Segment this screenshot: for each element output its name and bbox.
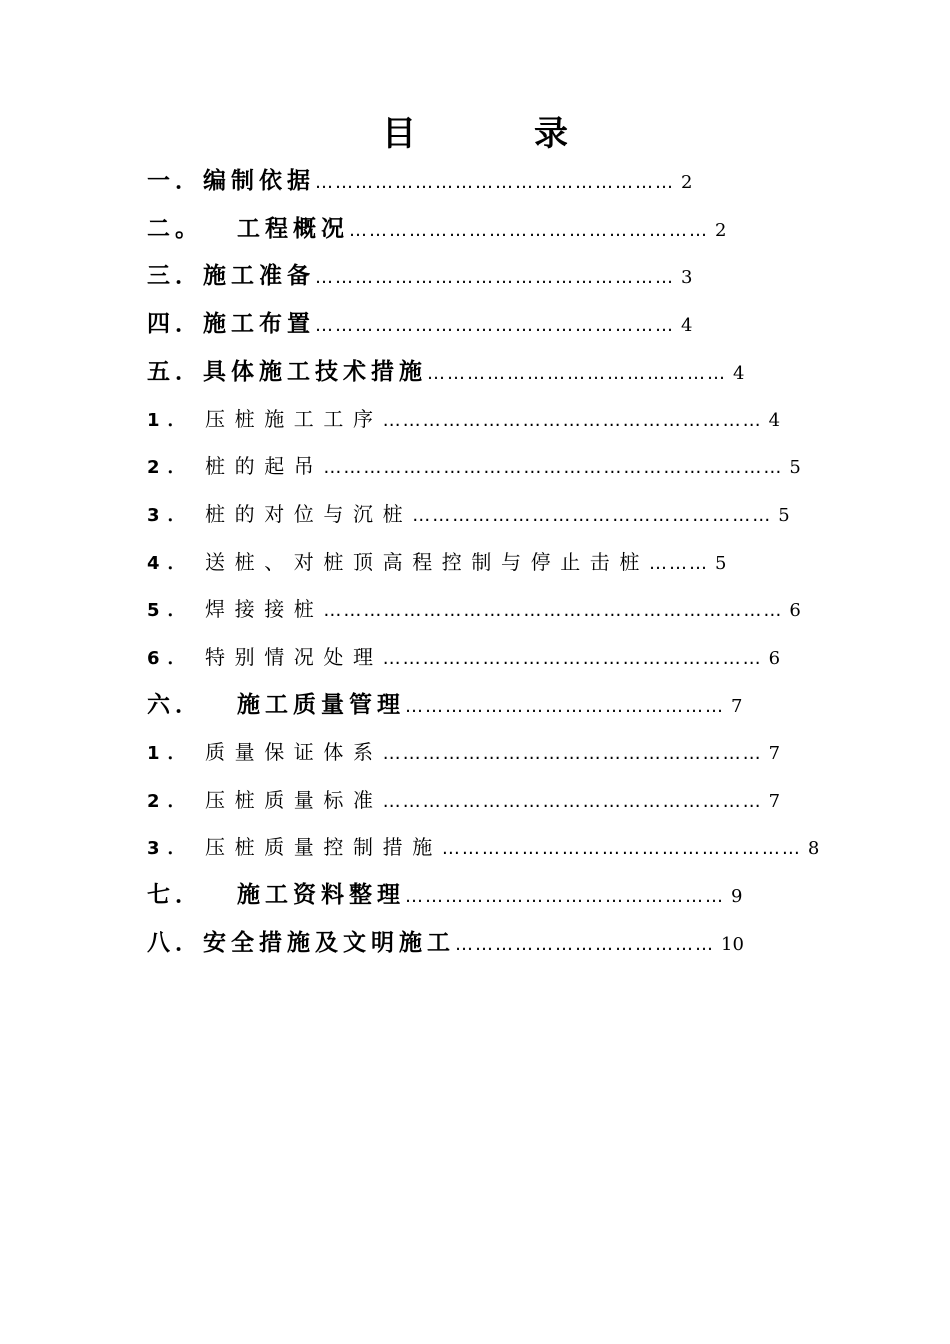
toc-entry-number: 二。 [147,216,203,242]
toc-entry-page-number: 5 [778,505,790,526]
toc-entry-label: 桩的对位与沉桩 [205,502,413,526]
toc-entry-number: 三． [147,263,203,289]
toc-entry-label: 施工质量管理 [237,692,405,718]
toc-entry-label: 压桩施工工序 [205,407,383,431]
toc-entry-leader-dots: ……………………………………………… [412,505,773,526]
toc-entry-label: 焊接接桩 [205,597,324,621]
toc-entry-label: 具体施工技术措施 [203,359,427,385]
toc-entry-label: 施工布置 [203,311,315,337]
toc-entry-page-number: 4 [768,410,781,431]
toc-entry-label: 送桩、对桩顶高程控制与停止击桩 [205,550,649,574]
toc-entry-label: 压桩质量控制措施 [205,835,442,859]
toc-entry-page-number: 5 [715,553,727,574]
toc-entry-page-number: 10 [721,934,744,955]
toc-entry-leader-dots: ……………………………………………… [349,220,709,241]
toc-entry-label: 安全措施及文明施工 [203,930,455,956]
toc-entry-number: 2． [147,457,194,478]
toc-title-char-1: 目 [382,114,416,154]
toc-title [0,112,950,156]
toc-entry[interactable] [147,928,744,960]
toc-entry-label: 特别情况处理 [205,645,383,669]
toc-entry-leader-dots: ………………………………………………… [382,791,763,812]
toc-entry[interactable] [147,594,801,626]
toc-entry-leader-dots: …………………………………………………………… [323,600,784,621]
toc-entry-leader-dots: ………………………………………… [405,696,725,717]
toc-entry-leader-dots: ………………………………………………… [382,743,763,764]
toc-entry-number: 1． [147,743,194,764]
toc-entry-number: 3． [147,505,194,526]
toc-entry-number: 六． [147,692,203,718]
toc-entry-number: 3． [147,838,194,859]
toc-entry-leader-dots: ……………………………………………… [315,267,675,288]
toc-entry-label: 质量保证体系 [205,740,383,764]
toc-entry-page-number: 4 [733,363,745,384]
toc-entry-leader-dots: ……………………………………………… [315,172,675,193]
toc-entry[interactable] [147,880,742,912]
toc-entry[interactable] [147,690,742,722]
toc-entry-leader-dots: ………………………………………… [405,886,725,907]
toc-entry[interactable] [147,166,692,198]
toc-entry-number: 2． [147,791,194,812]
toc-entry-page-number: 4 [681,315,693,336]
toc-entry-number: 4． [147,553,194,574]
toc-entry-number: 6． [147,648,194,669]
toc-entry-page-number: 6 [789,600,801,621]
toc-entry-number: 五． [147,359,203,385]
toc-entry[interactable] [147,785,780,817]
toc-entry-leader-dots: …………………………………………………………… [323,457,784,478]
toc-entry[interactable] [147,357,744,389]
toc-entry-number: 八． [147,930,203,956]
toc-entry-number: 一． [147,168,203,194]
toc-entry-leader-dots: ……………………………………… [427,363,727,384]
toc-entry[interactable] [147,309,692,341]
toc-entry[interactable] [147,404,780,436]
toc-entry-page-number: 2 [715,220,727,241]
toc-entry-leader-dots: ……………………………………………… [441,838,802,859]
toc-entry-page-number: 5 [789,457,801,478]
toc-entry-page-number: 8 [807,838,820,859]
toc-entry[interactable] [147,832,819,864]
toc-entry-leader-dots: ……………………………………………… [315,315,675,336]
toc-entry-page-number: 7 [768,743,781,764]
toc-entry-page-number: 7 [731,696,743,717]
toc-title-char-2: 录 [534,114,568,154]
toc-entry[interactable] [147,261,692,293]
toc-entry-leader-dots: ………………………………………………… [382,648,763,669]
toc-entry-label: 压桩质量标准 [205,788,383,812]
toc-entry-leader-dots: ……… [649,553,709,574]
toc-entry-page-number: 6 [768,648,781,669]
toc-entry-label: 施工资料整理 [237,882,405,908]
toc-entry[interactable] [147,642,780,674]
toc-entry-label: 桩的起吊 [205,454,324,478]
toc-entry-number: 1． [147,410,194,431]
toc-entry[interactable] [147,737,780,769]
toc-entry[interactable] [147,451,801,483]
toc-entry-label: 施工准备 [203,263,315,289]
toc-entry[interactable] [147,214,726,246]
toc-entry-page-number: 2 [681,172,693,193]
toc-entry-leader-dots: ………………………………… [455,934,715,955]
toc-entry-label: 工程概况 [237,216,349,242]
toc-entry-page-number: 9 [731,886,743,907]
toc-entry-leader-dots: ………………………………………………… [382,410,763,431]
toc-entry-number: 5． [147,600,194,621]
toc-entry[interactable] [147,499,790,531]
toc-entry-label: 编制依据 [203,168,315,194]
toc-entry-page-number: 3 [681,267,693,288]
toc-entry-page-number: 7 [768,791,781,812]
toc-entry[interactable] [147,547,726,579]
toc-entry-number: 四． [147,311,203,337]
toc-entry-number: 七． [147,882,203,908]
